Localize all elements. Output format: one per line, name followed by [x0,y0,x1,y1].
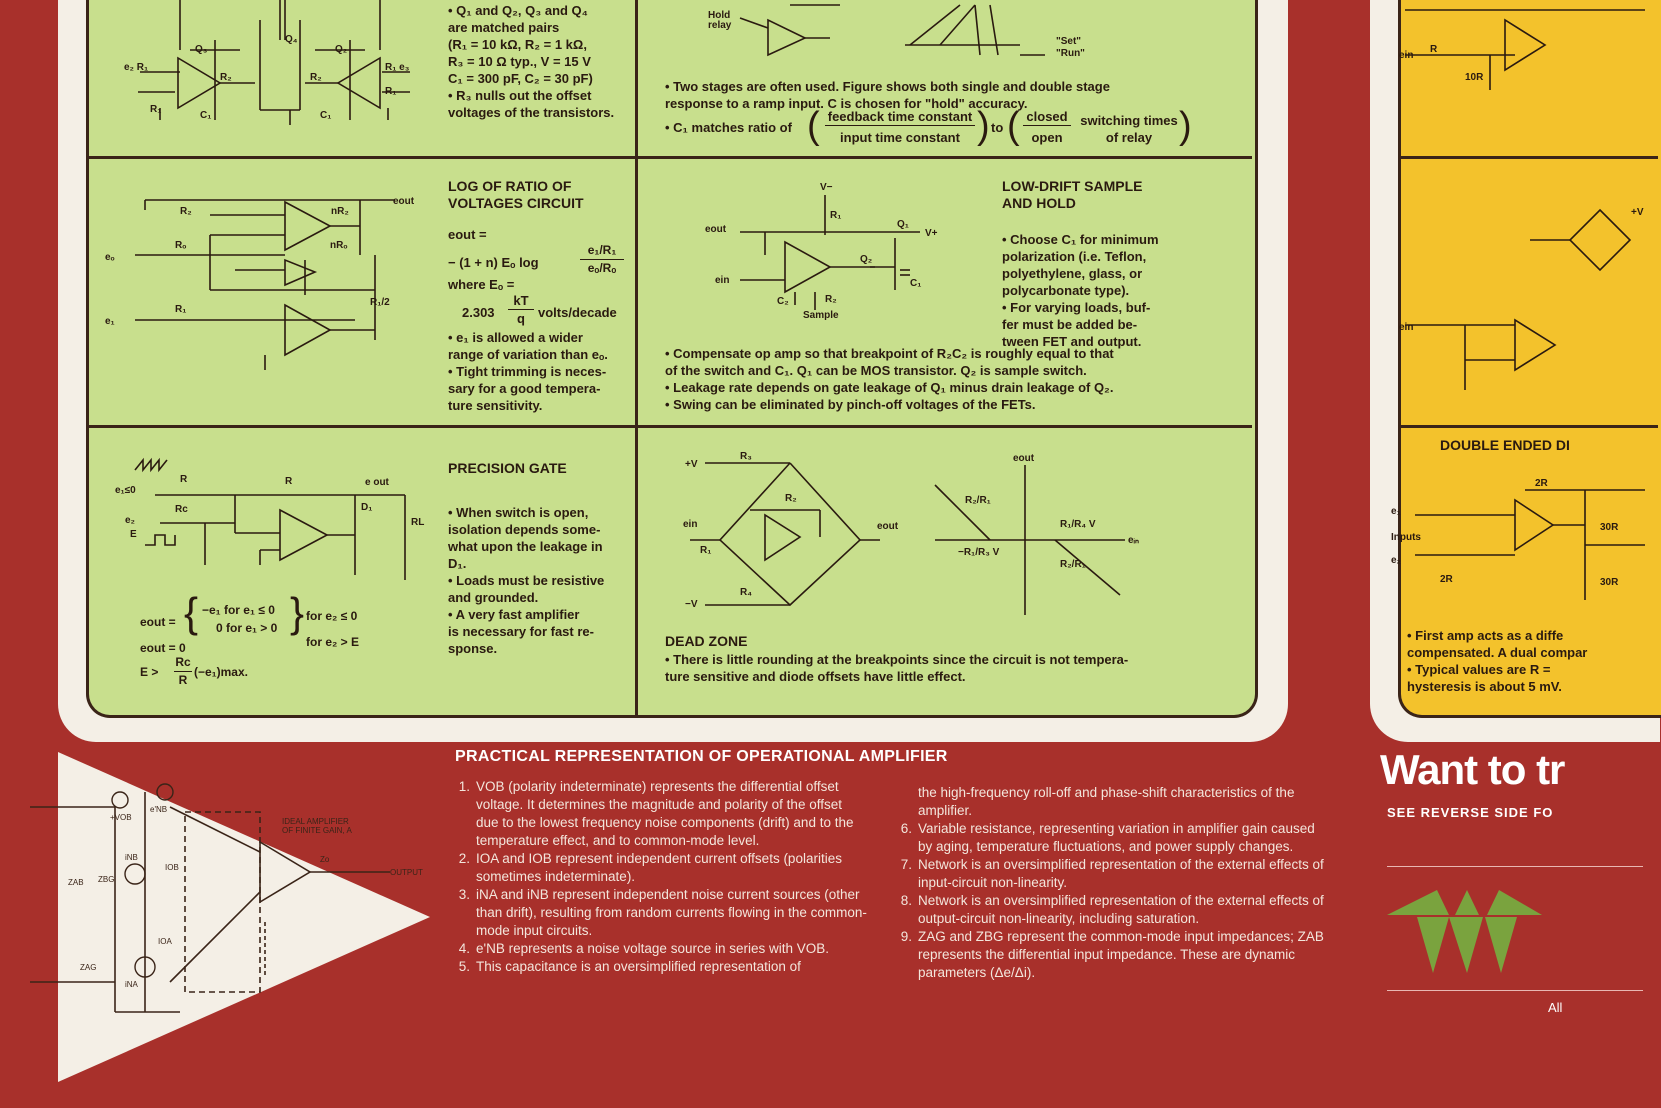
item-text: Network is an oversimplified representation of the external effects of input-circuit non-linearity. [918,857,1324,890]
eq-tail: (−e₁)max. [194,665,248,679]
list-item [890,892,1330,928]
hold-label: Hold [708,10,731,21]
list-item-continued [890,784,1330,820]
list-item [448,886,868,940]
note-line: • Swing can be eliminated by pinch-off voltages of the FETs. [665,397,1036,412]
note-line: of the switch and C₁. Q₁ can be MOS transistor. Q₂ is sample switch. [665,363,1087,378]
e2-label: e₂ [1391,555,1402,566]
title-line: LOW-DRIFT SAMPLE [1002,178,1143,194]
ideal-label: IDEAL AMPLIFIER [282,817,349,826]
r2-label: R [285,476,293,487]
where: where Eₒ = [448,277,515,292]
2r-label: 2R [1440,574,1453,585]
precision-gate-schematic [115,455,440,585]
e-label: E [130,529,137,540]
brace-open: { [184,589,199,636]
note-line: is necessary for fast re- [448,624,594,639]
svg-text:R₁ e₃: R₁ e₃ [385,62,410,73]
sample-hold-schematic [705,180,995,320]
note-line: • Two stages are often used. Figure shows both single and double stage [665,79,1110,94]
item-number: 2. [458,851,470,866]
log-ratio-schematic [105,180,425,380]
paren-close: ) [1179,105,1192,147]
r2-label: R₂ [180,206,192,217]
svg-text:Q₃: Q₃ [195,44,208,55]
hold-relay-schematic [700,0,1100,70]
r1-label: R₁ [175,304,187,315]
svg-text:e₂ R₁: e₂ R₁ [124,62,149,73]
graph-r2r1b: R₂/R₁ [1060,559,1086,570]
log-ratio-where [448,276,623,328]
svg-text:C₁: C₁ [320,110,332,121]
promo-sub: SEE REVERSE SIDE FO [1387,805,1554,820]
item-text: This capacitance is an oversimplified representation of [476,959,801,974]
note-line: polyethylene, glass, or [1002,266,1143,281]
note-line: sary for a good tempera- [448,381,601,396]
cond2: for e₂ > E [306,635,360,649]
q: q [517,311,525,326]
list-item [890,856,1330,892]
ratio-to: to [991,120,1004,135]
note-line: R₃ = 10 Ω typ., V = 15 V [448,54,591,69]
eq1: eout = [448,227,487,242]
r2-label: R₂ [785,493,797,504]
dead-zone-title: DEAD ZONE [665,633,748,649]
matched-pair-notes [448,2,618,121]
10r-label: 10R [1465,72,1484,83]
divider [635,0,638,715]
note-line: • R₃ nulls out the offset [448,88,592,103]
ein-label: ein [683,519,698,530]
q2-label: Q₂ [860,254,873,265]
promo-headline: Want to tr [1380,746,1565,793]
item-number: 9. [900,929,912,944]
promo-rule [1387,866,1643,867]
eout-label: eout [877,521,899,532]
graph-r2r1: R₂/R₁ [965,495,991,506]
val: 2.303 [462,305,495,320]
ein2-label: ein [1399,322,1414,333]
case2: 0 for e₁ > 0 [216,621,278,635]
divider [1398,425,1658,428]
item-number: 6. [900,821,912,836]
ratio-tail2: of relay [1105,130,1153,145]
r-label: R [1430,44,1438,55]
ioa-label: IOA [158,937,172,946]
promo-corner-text: All [1548,1000,1563,1015]
note-line: isolation depends some- [448,522,601,537]
iob-label: IOB [165,863,179,872]
vplus-label: +V [685,459,698,470]
ro-label: Rₒ [175,240,187,251]
note-line: • Tight trimming is neces- [448,364,607,379]
list-item [448,778,868,850]
list-item [448,850,868,886]
frac-den: eₒ/Rₒ [587,261,617,275]
note-line: D₁. [448,556,467,571]
output-label: OUTPUT [390,868,423,877]
svg-text:R₂: R₂ [310,72,322,83]
cond1: for e₂ ≤ 0 [306,609,358,623]
ein-label: ein [715,275,730,286]
note-line: • Leakage rate depends on gate leakage of Q₁ minus drain leakage of Q₂. [665,380,1114,395]
practical-list-col1 [448,778,868,976]
vminus-label: V− [820,182,833,193]
graph-ein: eᵢₙ [1128,535,1139,546]
finite-label: OF FINITE GAIN, A [282,826,352,835]
r1-half-label: R₁/2 [370,297,390,308]
paren-open: ( [1007,105,1020,147]
eq2: − (1 + n) Eₒ log [448,255,539,270]
note-line: polycarbonate type). [1002,283,1130,298]
list-item [890,820,1330,856]
case1: −e₁ for e₁ ≤ 0 [202,603,275,617]
ein-label: ein [1399,50,1414,61]
note-line: • e₁ is allowed a wider [448,330,583,345]
rl-label: RL [411,517,425,528]
note-line: fer must be added be- [1002,317,1138,332]
graph-r1r3: −R₁/R₃ V [958,547,1000,558]
enb-label: e'NB [150,805,168,814]
item-text: IOA and IOB represent independent current offsets (polarities sometimes indeterminate). [476,851,842,884]
title-line: AND HOLD [1002,195,1076,211]
relay-label: relay [708,20,732,31]
30r-label: 30R [1600,522,1619,533]
e1-label: e₁≤0 [115,485,136,496]
precision-gate-equation [140,589,400,706]
e1-label: e₁ [105,316,115,327]
30r-label: 30R [1600,577,1619,588]
r-label: R [180,474,188,485]
r3-label: R₃ [740,451,752,462]
stage-notes [665,78,1235,112]
ratio-den2: open [1031,130,1063,145]
r1-label: R₁ [830,210,842,221]
divider [86,156,1252,159]
note-line: are matched pairs [448,20,560,35]
eo-label: eₒ [105,252,115,263]
list-item [448,958,868,976]
svg-text:R₁: R₁ [385,86,397,97]
list-item [890,928,1330,982]
note-line: compensated. A dual compar [1407,645,1588,660]
item-text: VOB (polarity indeterminate) represents the differential offset voltage. It determines the magnitude and polarity of the offset due to the lowest frequency noise components (drift) and to the temperature effect, and to common-mode level. [476,779,854,848]
divider [86,425,1252,428]
dead-zone-notes [665,651,1245,685]
note-line: • Choose C₁ for minimum [1002,232,1159,247]
unit: volts/decade [538,305,617,320]
note-line: and grounded. [448,590,539,605]
item-number: 1. [458,779,470,794]
amp-triangle [58,752,430,1082]
r2-label: R₂ [825,294,837,305]
kt: kT [508,292,534,310]
item-text: e'NB represents a noise voltage source in series with VOB. [476,941,829,956]
precision-gate-title: PRECISION GATE [448,460,567,476]
note-line: response to a ramp input. C is chosen for "hold" accuracy. [665,96,1028,111]
paren-close: ) [977,105,990,147]
sample-hold-title [1002,178,1142,212]
note-line: C₁ = 300 pF, C₂ = 30 pF) [448,71,593,86]
item-text: iNA and iNB represent independent noise current sources (other than drift), resulting from random currents flowing in the common-mode input circuits. [476,887,867,938]
op-amp-diagram [20,752,450,1082]
set-label: "Set" [1056,36,1082,47]
practical-list-col2 [890,784,1330,982]
note-line: • Q₁ and Q₂, Q₃ and Q₄ [448,3,588,18]
note-line: • Typical values are R = [1407,662,1551,677]
rc-label: Rc [175,504,188,515]
zbg-label: ZBG [98,875,115,884]
r1-label: R₁ [700,545,712,556]
zo-label: Zo [320,855,330,864]
note-line: • Compensate op amp so that breakpoint of R₂C₂ is roughly equal to that [665,346,1114,361]
item-text: Variable resistance, representing variation in amplifier gain caused by aging, temperature fluctuations, and power supply changes. [918,821,1315,854]
svg-text:R₁: R₁ [150,104,162,115]
eout-label: eout [705,224,727,235]
ratio-formula [665,105,1245,150]
r: R [178,673,188,687]
svg-text:Q₂: Q₂ [335,44,348,55]
eout-zero: eout = 0 [140,641,186,655]
eout-eq: eout = [140,615,176,629]
log-ratio-notes [448,329,618,414]
rc: Rc [174,654,192,672]
logo-icon [1387,885,1547,975]
ratio-den1: input time constant [840,130,960,145]
title-line: VOLTAGES CIRCUIT [448,195,584,211]
note-line: (R₁ = 10 kΩ, R₂ = 1 kΩ, [448,37,587,52]
ratio-num1: feedback time constant [825,108,975,126]
item-number: 7. [900,857,912,872]
item-number: 4. [458,941,470,956]
item-number: 3. [458,887,470,902]
item-number: 5. [458,959,470,974]
c1-label: C₁ [910,278,922,289]
vminus-label: −V [685,599,698,610]
e2-label: e₂ [125,515,136,526]
precision-gate-notes [448,504,618,657]
note-line: • There is little rounding at the breakpoints since the circuit is not tempera- [665,652,1129,667]
comparator-schematic [1399,0,1645,420]
ratio-tail1: switching times [1080,113,1178,128]
practical-title: PRACTICAL REPRESENTATION OF OPERATIONAL AMPLIFIER [455,748,948,765]
note-line: what upon the leakage in [448,539,603,554]
nr2-label: nR₂ [331,206,349,217]
item-number: 8. [900,893,912,908]
double-ended-notes [1407,627,1642,695]
inb-label: iNB [125,853,138,862]
note-line: ture sensitive and diode offsets have little effect. [665,669,966,684]
ina-label: iNA [125,980,138,989]
d1-label: D₁ [361,502,373,513]
note-line: sponse. [448,641,498,656]
ratio-num2: closed [1023,108,1071,126]
list-item [448,940,868,958]
e-gt: E > [140,665,159,679]
note-line: tween FET and output. [1002,334,1142,349]
dead-zone-schematic [680,445,1150,630]
c2-label: C₂ [777,296,789,307]
q1-label: Q₁ [897,219,909,230]
item-text: ZAG and ZBG represent the common-mode input impedances; ZAB represents the differential input impedance. These are dynamic parameters (Δe/Δi). [918,929,1324,980]
note-line: • For varying loads, buf- [1002,300,1151,315]
ratio-lead: • C₁ matches ratio of [665,120,792,135]
e1-label: e₁ [1391,506,1401,517]
note-line: voltages of the transistors. [448,105,615,120]
brace-close: } [290,589,305,636]
note-line: hysteresis is about 5 mV. [1407,679,1562,694]
note-line: polarization (i.e. Teflon, [1002,249,1147,264]
paren-open: ( [807,105,820,147]
double-ended-schematic [1391,470,1645,620]
note-line: range of variation than eₒ. [448,347,608,362]
v-label: +V [1631,207,1644,218]
note-line: ture sensitivity. [448,398,543,413]
title-line: LOG OF RATIO OF [448,178,572,194]
note-line: • When switch is open, [448,505,589,520]
eout-label: e out [365,477,389,488]
2r-label: 2R [1535,478,1548,489]
graph-r1r4: R₁/R₄ V [1060,519,1096,530]
sample-hold-notes [1002,231,1172,350]
r4-label: R₄ [740,587,752,598]
vob-label: +VOB [110,813,132,822]
item-text: the high-frequency roll-off and phase-shift characteristics of the amplifier. [918,785,1295,818]
svg-text:Q₄: Q₄ [285,34,298,45]
promo-rule [1387,990,1643,991]
double-ended-title: DOUBLE ENDED DI [1440,437,1570,453]
zag-label: ZAG [80,963,97,972]
frac-num: e₁/R₁ [580,242,624,260]
svg-text:C₁: C₁ [200,110,212,121]
note-line: • First amp acts as a diffe [1407,628,1564,643]
graph-eout: eout [1013,453,1035,464]
eout-label: eout [393,196,415,207]
run-label: "Run" [1056,48,1085,59]
vplus-label: V+ [925,228,938,239]
note-line: • Loads must be resistive [448,573,605,588]
matched-pair-schematic [120,0,420,150]
item-text: Network is an oversimplified representation of the external effects of output-circuit non-linearity, including saturation. [918,893,1324,926]
log-ratio-title [448,178,584,212]
svg-text:R₂: R₂ [220,72,232,83]
sample-label: Sample [803,310,839,321]
sample-hold-wide-notes [665,345,1245,413]
zab-label: ZAB [68,878,84,887]
nro-label: nRₒ [330,240,348,251]
inputs-label: Inputs [1391,532,1421,543]
note-line: • A very fast amplifier [448,607,580,622]
